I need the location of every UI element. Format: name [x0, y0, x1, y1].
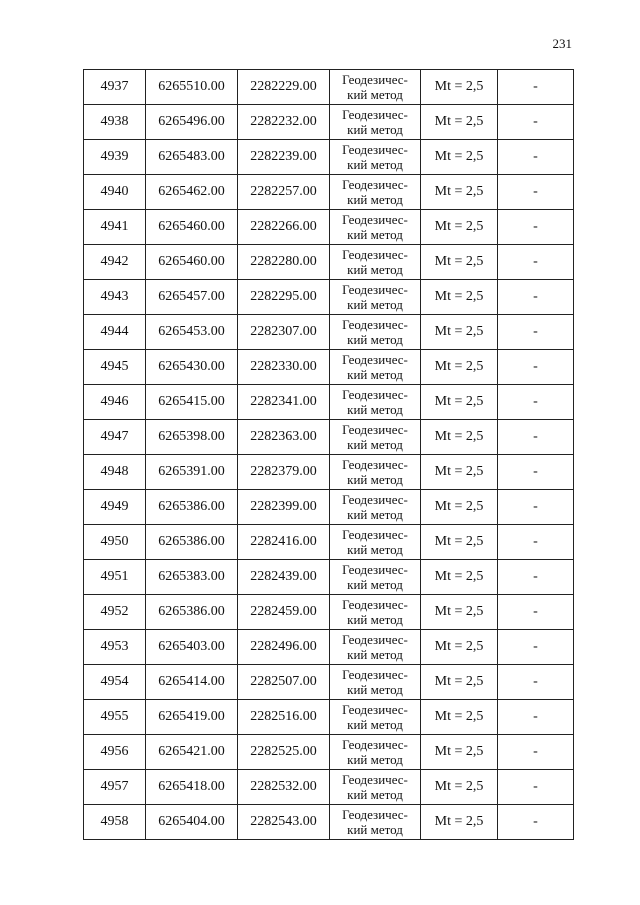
method-cell [330, 525, 421, 560]
y-coordinate-cell: 2282507.00 [238, 665, 330, 700]
method-cell [330, 280, 421, 315]
point-number-cell: 4949 [84, 490, 146, 525]
precision-cell: Mt = 2,5 [421, 210, 498, 245]
method-cell [330, 315, 421, 350]
method-line: кий метод [347, 822, 403, 837]
point-number-cell: 4951 [84, 560, 146, 595]
method-line: кий метод [347, 717, 403, 732]
x-coordinate-cell: 6265483.00 [146, 140, 238, 175]
note-cell: - [498, 770, 574, 805]
method-cell [330, 385, 421, 420]
table-row [84, 105, 574, 140]
method-line: Геодезичес- [342, 667, 408, 682]
table-row [84, 385, 574, 420]
method-line: Геодезичес- [342, 807, 408, 822]
table-row [84, 735, 574, 770]
table-row [84, 245, 574, 280]
y-coordinate-cell: 2282532.00 [238, 770, 330, 805]
method-cell [330, 105, 421, 140]
note-cell: - [498, 70, 574, 105]
point-number-cell: 4955 [84, 700, 146, 735]
method-line: Геодезичес- [342, 527, 408, 542]
method-line: кий метод [347, 542, 403, 557]
y-coordinate-cell: 2282543.00 [238, 805, 330, 840]
method-line: Геодезичес- [342, 72, 408, 87]
note-cell: - [498, 420, 574, 455]
method-cell [330, 595, 421, 630]
note-cell: - [498, 140, 574, 175]
table-row [84, 70, 574, 105]
method-cell [330, 455, 421, 490]
y-coordinate-cell: 2282459.00 [238, 595, 330, 630]
method-line: кий метод [347, 332, 403, 347]
method-cell [330, 70, 421, 105]
point-number-cell: 4944 [84, 315, 146, 350]
table-row [84, 525, 574, 560]
x-coordinate-cell: 6265414.00 [146, 665, 238, 700]
method-cell [330, 700, 421, 735]
table-row [84, 175, 574, 210]
method-line: Геодезичес- [342, 282, 408, 297]
method-cell [330, 560, 421, 595]
y-coordinate-cell: 2282379.00 [238, 455, 330, 490]
point-number-cell: 4946 [84, 385, 146, 420]
table-row [84, 595, 574, 630]
note-cell: - [498, 175, 574, 210]
method-cell [330, 175, 421, 210]
method-line: Геодезичес- [342, 422, 408, 437]
method-line: Геодезичес- [342, 212, 408, 227]
method-line: Геодезичес- [342, 632, 408, 647]
x-coordinate-cell: 6265457.00 [146, 280, 238, 315]
method-line: кий метод [347, 647, 403, 662]
method-line: Геодезичес- [342, 107, 408, 122]
method-line: Геодезичес- [342, 597, 408, 612]
x-coordinate-cell: 6265415.00 [146, 385, 238, 420]
table-row [84, 490, 574, 525]
coordinates-table [83, 69, 574, 840]
table-row [84, 420, 574, 455]
x-coordinate-cell: 6265460.00 [146, 245, 238, 280]
point-number-cell: 4953 [84, 630, 146, 665]
note-cell: - [498, 560, 574, 595]
method-line: кий метод [347, 787, 403, 802]
method-line: кий метод [347, 227, 403, 242]
method-line: Геодезичес- [342, 247, 408, 262]
precision-cell: Mt = 2,5 [421, 700, 498, 735]
point-number-cell: 4954 [84, 665, 146, 700]
precision-cell: Mt = 2,5 [421, 560, 498, 595]
table-row [84, 210, 574, 245]
point-number-cell: 4943 [84, 280, 146, 315]
y-coordinate-cell: 2282399.00 [238, 490, 330, 525]
method-cell [330, 630, 421, 665]
point-number-cell: 4952 [84, 595, 146, 630]
method-line: кий метод [347, 87, 403, 102]
point-number-cell: 4957 [84, 770, 146, 805]
x-coordinate-cell: 6265398.00 [146, 420, 238, 455]
point-number-cell: 4945 [84, 350, 146, 385]
point-number-cell: 4940 [84, 175, 146, 210]
method-line: кий метод [347, 367, 403, 382]
note-cell: - [498, 245, 574, 280]
y-coordinate-cell: 2282516.00 [238, 700, 330, 735]
method-line: кий метод [347, 752, 403, 767]
y-coordinate-cell: 2282307.00 [238, 315, 330, 350]
note-cell: - [498, 630, 574, 665]
x-coordinate-cell: 6265418.00 [146, 770, 238, 805]
x-coordinate-cell: 6265496.00 [146, 105, 238, 140]
x-coordinate-cell: 6265404.00 [146, 805, 238, 840]
precision-cell: Mt = 2,5 [421, 105, 498, 140]
x-coordinate-cell: 6265386.00 [146, 525, 238, 560]
method-line: кий метод [347, 682, 403, 697]
method-cell [330, 140, 421, 175]
point-number-cell: 4950 [84, 525, 146, 560]
method-line: Геодезичес- [342, 387, 408, 402]
precision-cell: Mt = 2,5 [421, 805, 498, 840]
method-line: Геодезичес- [342, 772, 408, 787]
x-coordinate-cell: 6265460.00 [146, 210, 238, 245]
x-coordinate-cell: 6265386.00 [146, 595, 238, 630]
precision-cell: Mt = 2,5 [421, 420, 498, 455]
method-cell [330, 245, 421, 280]
method-cell [330, 665, 421, 700]
method-cell [330, 805, 421, 840]
method-line: Геодезичес- [342, 177, 408, 192]
precision-cell: Mt = 2,5 [421, 525, 498, 560]
method-cell [330, 770, 421, 805]
precision-cell: Mt = 2,5 [421, 140, 498, 175]
table-row [84, 700, 574, 735]
x-coordinate-cell: 6265391.00 [146, 455, 238, 490]
method-line: Геодезичес- [342, 492, 408, 507]
y-coordinate-cell: 2282229.00 [238, 70, 330, 105]
x-coordinate-cell: 6265419.00 [146, 700, 238, 735]
note-cell: - [498, 525, 574, 560]
precision-cell: Mt = 2,5 [421, 595, 498, 630]
x-coordinate-cell: 6265386.00 [146, 490, 238, 525]
note-cell: - [498, 805, 574, 840]
method-line: кий метод [347, 122, 403, 137]
note-cell: - [498, 490, 574, 525]
precision-cell: Mt = 2,5 [421, 455, 498, 490]
method-line: кий метод [347, 297, 403, 312]
precision-cell: Mt = 2,5 [421, 735, 498, 770]
note-cell: - [498, 350, 574, 385]
point-number-cell: 4948 [84, 455, 146, 490]
method-line: кий метод [347, 472, 403, 487]
method-cell [330, 420, 421, 455]
point-number-cell: 4956 [84, 735, 146, 770]
precision-cell: Mt = 2,5 [421, 315, 498, 350]
method-line: кий метод [347, 612, 403, 627]
method-line: кий метод [347, 192, 403, 207]
precision-cell: Mt = 2,5 [421, 245, 498, 280]
method-line: кий метод [347, 507, 403, 522]
table-row [84, 630, 574, 665]
y-coordinate-cell: 2282266.00 [238, 210, 330, 245]
table-row [84, 140, 574, 175]
method-line: Геодезичес- [342, 457, 408, 472]
table-row [84, 455, 574, 490]
note-cell: - [498, 105, 574, 140]
method-line: Геодезичес- [342, 142, 408, 157]
x-coordinate-cell: 6265403.00 [146, 630, 238, 665]
point-number-cell: 4937 [84, 70, 146, 105]
y-coordinate-cell: 2282416.00 [238, 525, 330, 560]
method-cell [330, 210, 421, 245]
x-coordinate-cell: 6265510.00 [146, 70, 238, 105]
table-row [84, 805, 574, 840]
y-coordinate-cell: 2282295.00 [238, 280, 330, 315]
table-row [84, 560, 574, 595]
method-cell [330, 490, 421, 525]
table-row [84, 350, 574, 385]
precision-cell: Mt = 2,5 [421, 350, 498, 385]
y-coordinate-cell: 2282439.00 [238, 560, 330, 595]
method-line: Геодезичес- [342, 562, 408, 577]
point-number-cell: 4942 [84, 245, 146, 280]
table-row [84, 665, 574, 700]
x-coordinate-cell: 6265383.00 [146, 560, 238, 595]
x-coordinate-cell: 6265453.00 [146, 315, 238, 350]
note-cell: - [498, 735, 574, 770]
precision-cell: Mt = 2,5 [421, 665, 498, 700]
method-line: кий метод [347, 437, 403, 452]
y-coordinate-cell: 2282341.00 [238, 385, 330, 420]
note-cell: - [498, 700, 574, 735]
x-coordinate-cell: 6265430.00 [146, 350, 238, 385]
precision-cell: Mt = 2,5 [421, 280, 498, 315]
y-coordinate-cell: 2282232.00 [238, 105, 330, 140]
y-coordinate-cell: 2282363.00 [238, 420, 330, 455]
note-cell: - [498, 210, 574, 245]
point-number-cell: 4947 [84, 420, 146, 455]
precision-cell: Mt = 2,5 [421, 770, 498, 805]
coordinates-table-body [84, 70, 574, 840]
point-number-cell: 4938 [84, 105, 146, 140]
method-line: Геодезичес- [342, 352, 408, 367]
table-row [84, 770, 574, 805]
x-coordinate-cell: 6265421.00 [146, 735, 238, 770]
method-line: кий метод [347, 577, 403, 592]
page-number: 231 [552, 36, 572, 51]
method-line: кий метод [347, 157, 403, 172]
method-line: Геодезичес- [342, 317, 408, 332]
point-number-cell: 4958 [84, 805, 146, 840]
table-row [84, 315, 574, 350]
precision-cell: Mt = 2,5 [421, 70, 498, 105]
note-cell: - [498, 315, 574, 350]
method-line: кий метод [347, 262, 403, 277]
y-coordinate-cell: 2282330.00 [238, 350, 330, 385]
note-cell: - [498, 455, 574, 490]
method-cell [330, 350, 421, 385]
precision-cell: Mt = 2,5 [421, 630, 498, 665]
precision-cell: Mt = 2,5 [421, 490, 498, 525]
y-coordinate-cell: 2282257.00 [238, 175, 330, 210]
note-cell: - [498, 280, 574, 315]
method-line: кий метод [347, 402, 403, 417]
point-number-cell: 4939 [84, 140, 146, 175]
note-cell: - [498, 595, 574, 630]
note-cell: - [498, 665, 574, 700]
precision-cell: Mt = 2,5 [421, 385, 498, 420]
y-coordinate-cell: 2282496.00 [238, 630, 330, 665]
point-number-cell: 4941 [84, 210, 146, 245]
y-coordinate-cell: 2282525.00 [238, 735, 330, 770]
y-coordinate-cell: 2282239.00 [238, 140, 330, 175]
note-cell: - [498, 385, 574, 420]
table-row [84, 280, 574, 315]
method-line: Геодезичес- [342, 702, 408, 717]
precision-cell: Mt = 2,5 [421, 175, 498, 210]
method-line: Геодезичес- [342, 737, 408, 752]
y-coordinate-cell: 2282280.00 [238, 245, 330, 280]
method-cell [330, 735, 421, 770]
x-coordinate-cell: 6265462.00 [146, 175, 238, 210]
